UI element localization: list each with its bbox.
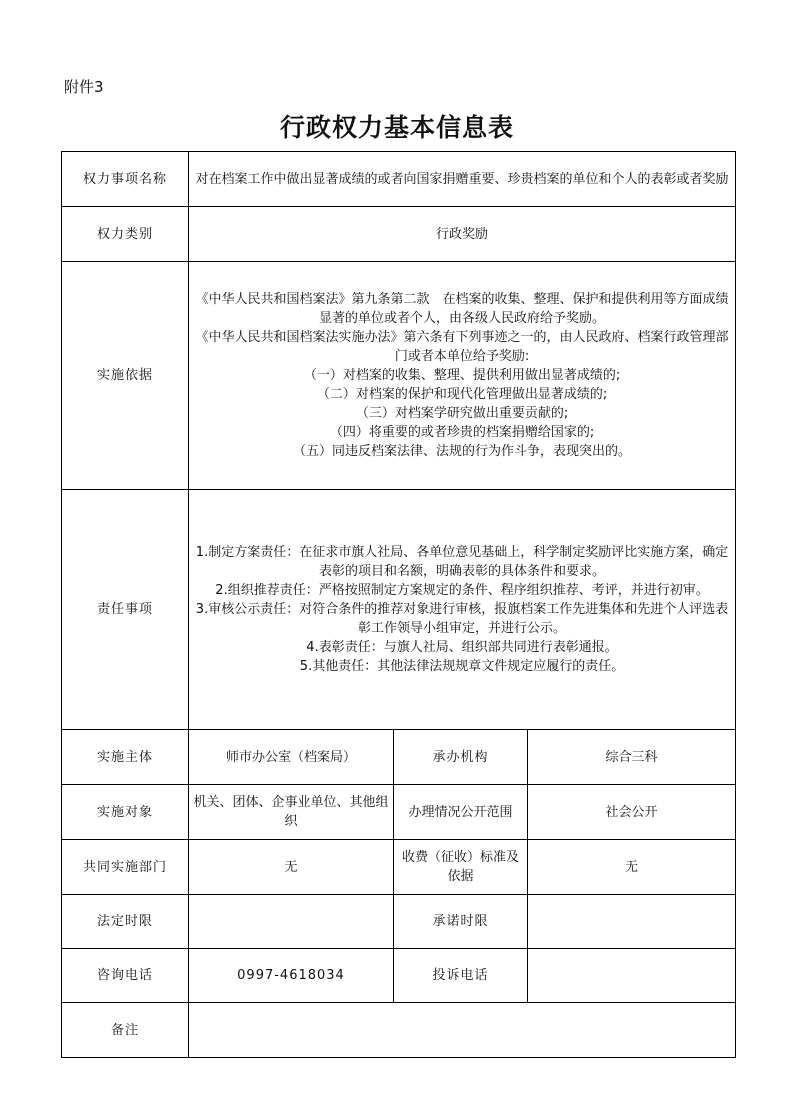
row-item-name	[62, 152, 736, 207]
row-target	[62, 785, 736, 840]
basis-line: 《中华人民共和国档案法实施办法》第六条有下列事迹之一的，由人民政府、档案行政管理部门或者本单位给予奖励:	[195, 330, 729, 364]
responsibility-line: 4.表彰责任：与旗人社局、组织部共同进行表彰通报。	[306, 640, 618, 655]
category-label: 权力类别	[62, 207, 189, 262]
responsibility-line: 5.其他责任：其他法律法规规章文件规定应履行的责任。	[299, 659, 625, 674]
responsibility-line: 3.审核公示责任：对符合条件的推荐对象进行审核，报旗档案工作先进集体和先进个人评选表彰工作领导小组审定，并进行公示。	[195, 602, 729, 636]
legal-time-limit-label: 法定时限	[62, 895, 189, 949]
responsibility-content	[189, 490, 736, 730]
basis-line: （一）对档案的收集、整理、提供利用做出显著成绩的;	[303, 368, 621, 383]
promised-time-limit-label: 承诺时限	[394, 895, 528, 949]
row-responsibility	[62, 490, 736, 730]
basis-line: （五）同违反档案法律、法规的行为作斗争，表现突出的。	[293, 444, 632, 459]
remarks-value	[189, 1003, 736, 1058]
basis-line: 《中华人民共和国档案法》第九条第二款 在档案的收集、整理、保护和提供利用等方面成绩显著的单位或者个人，由各级人民政府给予奖励。	[195, 292, 729, 326]
disclosure-scope-label: 办理情况公开范围	[394, 785, 528, 840]
row-joint	[62, 840, 736, 895]
basis-line: （三）对档案学研究做出重要贡献的;	[355, 406, 569, 421]
responsibility-line: 2.组织推荐责任：严格按照制定方案规定的条件、程序组织推荐、考评，并进行初审。	[215, 583, 709, 598]
basis-line: （四）将重要的或者珍贵的档案捐赠给国家的;	[329, 425, 595, 440]
basis-line: （二）对档案的保护和现代化管理做出显著成绩的;	[316, 387, 608, 402]
page-title: 行政权力基本信息表	[279, 113, 514, 142]
complaint-phone-value	[528, 949, 736, 1003]
handling-agency-value: 综合三科	[528, 730, 736, 785]
item-name-value: 对在档案工作中做出显著成绩的或者向国家捐赠重要、珍贵档案的单位和个人的表彰或者奖励	[189, 152, 736, 207]
joint-dept-label: 共同实施部门	[62, 840, 189, 895]
promised-time-limit-value	[528, 895, 736, 949]
fee-standard-label: 收费（征收）标准及依据	[394, 840, 528, 895]
subject-value: 师市办公室（档案局）	[189, 730, 394, 785]
target-value: 机关、团体、企事业单位、其他组织	[189, 785, 394, 840]
target-label: 实施对象	[62, 785, 189, 840]
row-subject	[62, 730, 736, 785]
joint-dept-value: 无	[189, 840, 394, 895]
row-phone	[62, 949, 736, 1003]
item-name-label: 权力事项名称	[62, 152, 189, 207]
remarks-label: 备注	[62, 1003, 189, 1058]
basis-content	[189, 262, 736, 490]
fee-standard-value: 无	[528, 840, 736, 895]
row-time-limit	[62, 895, 736, 949]
category-value: 行政奖励	[189, 207, 736, 262]
basis-label: 实施依据	[62, 262, 189, 490]
row-category	[62, 207, 736, 262]
info-table	[61, 151, 736, 1058]
legal-time-limit-value	[189, 895, 394, 949]
complaint-phone-label: 投诉电话	[394, 949, 528, 1003]
disclosure-scope-value: 社会公开	[528, 785, 736, 840]
row-basis	[62, 262, 736, 490]
inquiry-phone-label: 咨询电话	[62, 949, 189, 1003]
responsibility-line: 1.制定方案责任：在征求市旗人社局、各单位意见基础上，科学制定奖励评比实施方案，确定表彰的项目和名额，明确表彰的具体条件和要求。	[195, 545, 729, 579]
inquiry-phone-value: 0997-4618034	[189, 949, 394, 1003]
handling-agency-label: 承办机构	[394, 730, 528, 785]
row-remarks	[62, 1003, 736, 1058]
subject-label: 实施主体	[62, 730, 189, 785]
attachment-number: 附件3	[64, 78, 104, 96]
responsibility-label: 责任事项	[62, 490, 189, 730]
